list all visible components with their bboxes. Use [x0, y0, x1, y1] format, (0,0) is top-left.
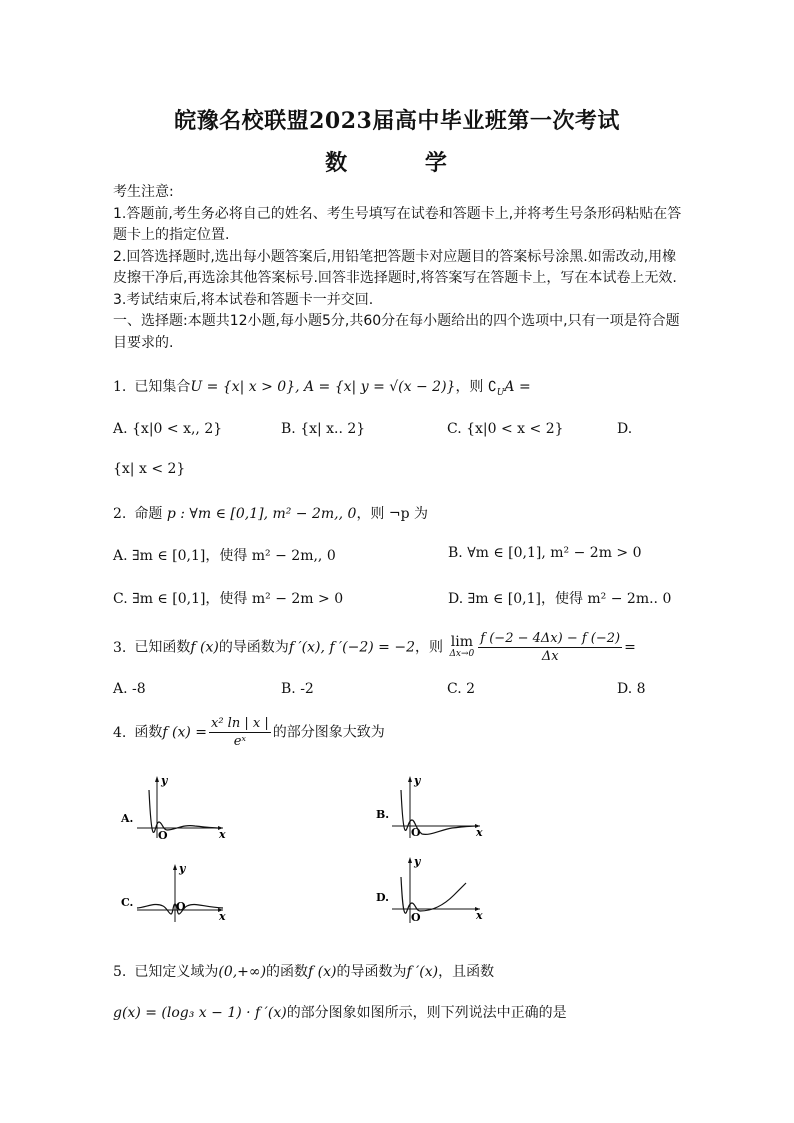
- exam-title: 皖豫名校联盟2023届高中毕业班第一次考试: [174, 108, 620, 134]
- q1-option-d-value: {x| x < 2}: [113, 461, 186, 477]
- x-axis-label: x: [476, 826, 483, 839]
- y-axis-label: y: [161, 774, 168, 787]
- x-axis-label: x: [219, 828, 226, 841]
- origin-label: O: [411, 826, 421, 839]
- question-5-line-2: g(x) = (log₃ x − 1) · f ′(x)的部分图象如图所示，则下列说法中正确的是: [113, 1005, 567, 1021]
- x-axis-label: x: [476, 909, 483, 922]
- q3-option-a: A. -8: [113, 681, 146, 697]
- question-4: 4. 函数f (x) = $\frac{\text{x² ln | x |}}{\text{eˣ}}$ 的部分图象大致为: [113, 716, 385, 749]
- graph-label: D.: [376, 891, 389, 904]
- graph-option-d: [372, 855, 492, 927]
- q2-option-d: D. ∃m ∈ [0,1]，使得 m² − 2m.. 0: [448, 591, 672, 607]
- y-axis-arrow: [173, 864, 177, 870]
- y-axis-label: y: [414, 855, 421, 868]
- exam-subject: 数 学: [325, 150, 469, 176]
- note-item: 3.考试结束后,将本试卷和答题卡一并交回.: [113, 291, 374, 308]
- origin-label: O: [158, 829, 168, 842]
- origin-label: O: [176, 900, 186, 913]
- question-5: 5. 已知定义域为(0,+∞)的函数f (x)的导函数为f ′(x)，且函数: [113, 964, 495, 980]
- note-item: 2.回答选择题时,选出每小题答案后,用铅笔把答题卡对应题目的答案标号涂黑.如需改动,用橡皮擦干净后,再选涂其他答案标号.回答非选择题时,将答案写在答题卡上，写在本试卷上无效.: [113, 248, 677, 286]
- graph-option-a: [115, 772, 235, 842]
- question-1: 1. 已知集合U = {x| x > 0}, A = {x| y = √(x − 2)}，则 $∁_UA$ =: [113, 379, 531, 398]
- y-axis-label: y: [414, 774, 421, 787]
- y-axis-label: y: [179, 862, 186, 875]
- graph-label: A.: [121, 812, 134, 825]
- graph-label: B.: [376, 808, 390, 821]
- function-curve: [401, 877, 466, 913]
- q1-option-d: D.: [617, 421, 633, 437]
- note-item: 1.答题前,考生务必将自己的姓名、考生号填写在试卷和答题卡上,并将考生号条形码粘贴在答题卡上的指定位置.: [113, 205, 682, 243]
- question-2: 2. 命题 p : ∀m ∈ [0,1], m² − 2m,, 0，则 ¬p 为: [113, 506, 429, 522]
- q3-option-d: D. 8: [617, 681, 646, 697]
- limit-operator: lim Δx→0: [449, 633, 475, 659]
- y-axis-arrow: [155, 776, 159, 782]
- y-axis-arrow: [408, 776, 412, 782]
- function-curve: [149, 790, 219, 832]
- q1-option-b: B. {x| x.. 2}: [281, 421, 366, 437]
- q3-option-b: B. -2: [281, 681, 314, 697]
- q2-option-b: B. ∀m ∈ [0,1], m² − 2m > 0: [448, 545, 642, 561]
- difference-quotient: $\frac{f (-2 - 4\Delta x) - f (-2)}{\Delta x}$: [480, 631, 621, 664]
- q1-option-a: A. {x|0 < x,, 2}: [113, 421, 223, 437]
- function-fraction: $\frac{\text{x² ln | x |}}{\text{eˣ}}$: [211, 716, 269, 749]
- notes-heading: 考生注意:: [113, 184, 174, 200]
- section-heading: 一、选择题:本题共12小题,每小题5分,共60分在每小题给出的四个选项中,只有一项是符合题目要求的.: [113, 313, 680, 351]
- y-axis-arrow: [408, 857, 412, 863]
- origin-label: O: [411, 911, 421, 924]
- graph-label: C.: [121, 896, 134, 909]
- candidate-notes: [113, 182, 683, 354]
- x-axis-label: x: [219, 910, 226, 923]
- graph-option-c: [115, 860, 235, 926]
- q2-option-c: C. ∃m ∈ [0,1]，使得 m² − 2m > 0: [113, 591, 344, 607]
- graph-option-b: [372, 772, 492, 842]
- q2-option-a: A. ∃m ∈ [0,1]，使得 m² − 2m,, 0: [113, 548, 336, 564]
- q3-option-c: C. 2: [447, 681, 476, 697]
- question-3: 3. 已知函数f (x)的导函数为f ′(x), f ′(−2) = −2，则 lim Δx→0 $\frac{f (-2 - 4\Delta x) - f (-2)}{\Delta x}$ =: [113, 631, 636, 664]
- q1-option-c: C. {x|0 < x < 2}: [447, 421, 564, 437]
